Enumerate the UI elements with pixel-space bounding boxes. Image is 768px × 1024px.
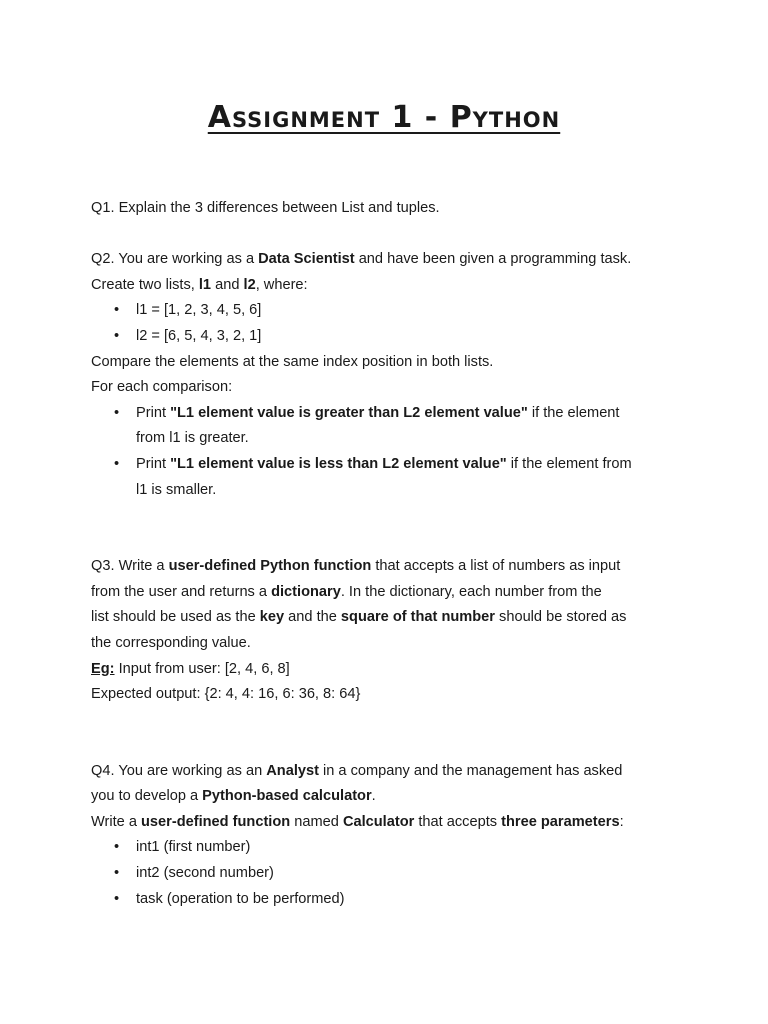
- list-item: • int2 (second number): [91, 861, 681, 887]
- q3-line-3: list should be used as the key and the square of that number should be stored as: [91, 609, 627, 626]
- q4-line-1: Q4. You are working as an Analyst in a company and the management has asked: [91, 762, 623, 779]
- list-item: • l1 = [1, 2, 3, 4, 5, 6]: [91, 298, 681, 324]
- q3-line-2: from the user and returns a dictionary. In the dictionary, each number from the: [91, 583, 602, 600]
- q2-lists: [91, 298, 681, 349]
- q3-example: Eg: Input from user: [2, 4, 6, 8]: [91, 660, 290, 677]
- list-item: • Print "L1 element value is less than L2 element value" if the element from l1 is smaller.: [91, 452, 681, 503]
- q2-line-2: Create two lists, l1 and l2, where:: [91, 276, 308, 293]
- list-item: • int1 (first number): [91, 835, 681, 861]
- list-item: • l2 = [6, 5, 4, 3, 2, 1]: [91, 324, 681, 350]
- q3-line-4: the corresponding value.: [91, 634, 251, 651]
- q4-params: [91, 835, 681, 912]
- q4-line-2: you to develop a Python-based calculator.: [91, 788, 376, 805]
- list-item: • task (operation to be performed): [91, 887, 681, 913]
- document-body: [91, 196, 681, 912]
- q3-line-1: Q3. Write a user-defined Python function that accepts a list of numbers as input: [91, 558, 621, 575]
- q2-for-each: For each comparison:: [91, 379, 233, 396]
- assignment-title: Assignment 1 - Python: [207, 100, 561, 135]
- list-item: • Print "L1 element value is greater than L2 element value" if the element from l1 is greater.: [91, 401, 681, 452]
- q2-print-rules: [91, 401, 681, 503]
- q4-line-3: Write a user-defined function named Calculator that accepts three parameters:: [91, 813, 624, 830]
- q1-text: Q1. Explain the 3 differences between List and tuples.: [91, 200, 440, 216]
- q2-compare: Compare the elements at the same index position in both lists.: [91, 353, 494, 370]
- q2-line-1: Q2. You are working as a Data Scientist and have been given a programming task.: [91, 251, 632, 268]
- q3-expected: Expected output: {2: 4, 4: 16, 6: 36, 8: 64}: [91, 686, 361, 703]
